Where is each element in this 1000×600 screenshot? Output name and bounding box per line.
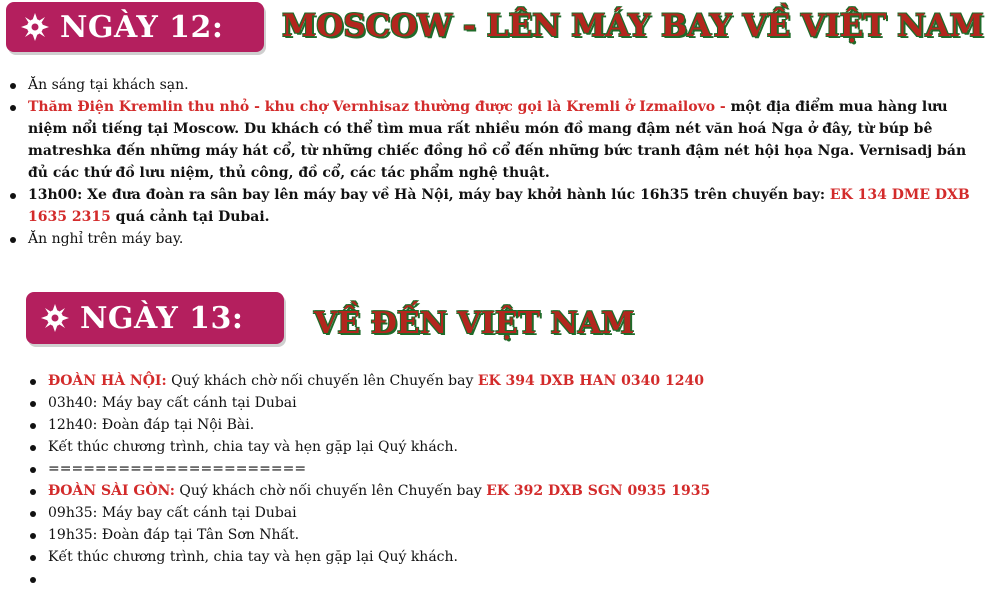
list-item [8,184,970,228]
flight-code: EK 392 DXB SGN 0935 1935 [486,483,711,499]
item-text: một địa điểm mua hàng lưu niệm nổi tiếng tại Moscow. Du khách có thể tìm mua rất nhiều món đồ mang đậm nét văn hoá Nga ở đây, từ búp bê matreshka đến những máy hát cổ, từ những chiếc đồng hồ cổ đến những bức tranh đậm nét hội họa Nga. Vernisadj bán đủ các thứ đồ lưu niệm, thủ công, đồ cổ, các tác phẩm nghệ thuật. [28,99,967,181]
list-item [28,502,968,524]
list-item [8,96,970,184]
day-13-itinerary-list [28,370,968,590]
day-13-title: VỀ ĐẾN VIỆT NAM [314,306,635,341]
day-13-badge-label: NGÀY 13: [80,300,244,336]
item-text: 12h40: Đoàn đáp tại Nội Bài. [48,417,255,433]
item-text: 13h00: Xe đưa đoàn ra sân bay lên máy bay về Hà Nội, máy bay khởi hành lúc 16h35 trên chuyến bay: [28,187,830,203]
list-item [28,414,968,436]
item-text [48,571,52,587]
flight-code: EK 394 DXB HAN 0340 1240 [477,373,704,389]
bullet [30,511,36,517]
item-text: 03h40: Máy bay cất cánh tại Dubai [48,395,297,411]
bullet [30,577,36,583]
flight-code: EK 134 DME DXB 1635 2315 [28,187,970,225]
item-text: Kết thúc chương trình, chia tay và hẹn gặp lại Quý khách. [48,549,458,565]
bullet [30,445,36,451]
day-13-badge [26,292,284,344]
item-text: Kết thúc chương trình, chia tay và hẹn gặp lại Quý khách. [48,439,458,455]
bullet [30,401,36,407]
list-item [28,458,968,480]
item-text: Ăn sáng tại khách sạn. [28,77,189,93]
day-12-itinerary-list [8,74,970,250]
list-item [8,228,970,250]
bullet [30,467,36,473]
day-12-badge [6,2,264,52]
list-item [8,74,970,96]
star-icon [40,303,70,333]
item-highlight: Thăm Điện Kremlin thu nhỏ - khu chợ Vernhisaz thường được gọi là Kremli ở Izmailovo - [28,99,726,115]
item-text: 09h35: Máy bay cất cánh tại Dubai [48,505,297,521]
bullet [10,83,16,89]
group-label-saigon: ĐOÀN SÀI GÒN: [48,483,175,499]
bullet [30,555,36,561]
list-item [28,392,968,414]
list-item [28,546,968,568]
bullet [30,423,36,429]
item-text: Quý khách chờ nối chuyến lên Chuyến bay [174,483,487,499]
list-item [28,436,968,458]
item-text: 19h35: Đoàn đáp tại Tân Sơn Nhất. [48,527,300,543]
bullet [30,533,36,539]
list-item [28,568,968,590]
item-text: quá cảnh tại Dubai. [110,209,270,225]
star-icon [20,12,50,42]
list-item [28,480,968,502]
bullet [10,105,16,111]
day-12-title: MOSCOW - LÊN MÁY BAY VỀ VIỆT NAM [282,8,984,44]
list-item [28,524,968,546]
list-item [28,370,968,392]
item-text: Ăn nghỉ trên máy bay. [28,231,184,247]
bullet [30,379,36,385]
bullet [10,193,16,199]
group-label-hanoi: ĐOÀN HÀ NỘI: [48,373,167,389]
item-text: Quý khách chờ nối chuyến lên Chuyến bay [166,373,478,389]
bullet [30,489,36,495]
day-12-badge-label: NGÀY 12: [60,9,224,45]
bullet [10,237,16,243]
separator-text: ====================== [48,461,307,477]
